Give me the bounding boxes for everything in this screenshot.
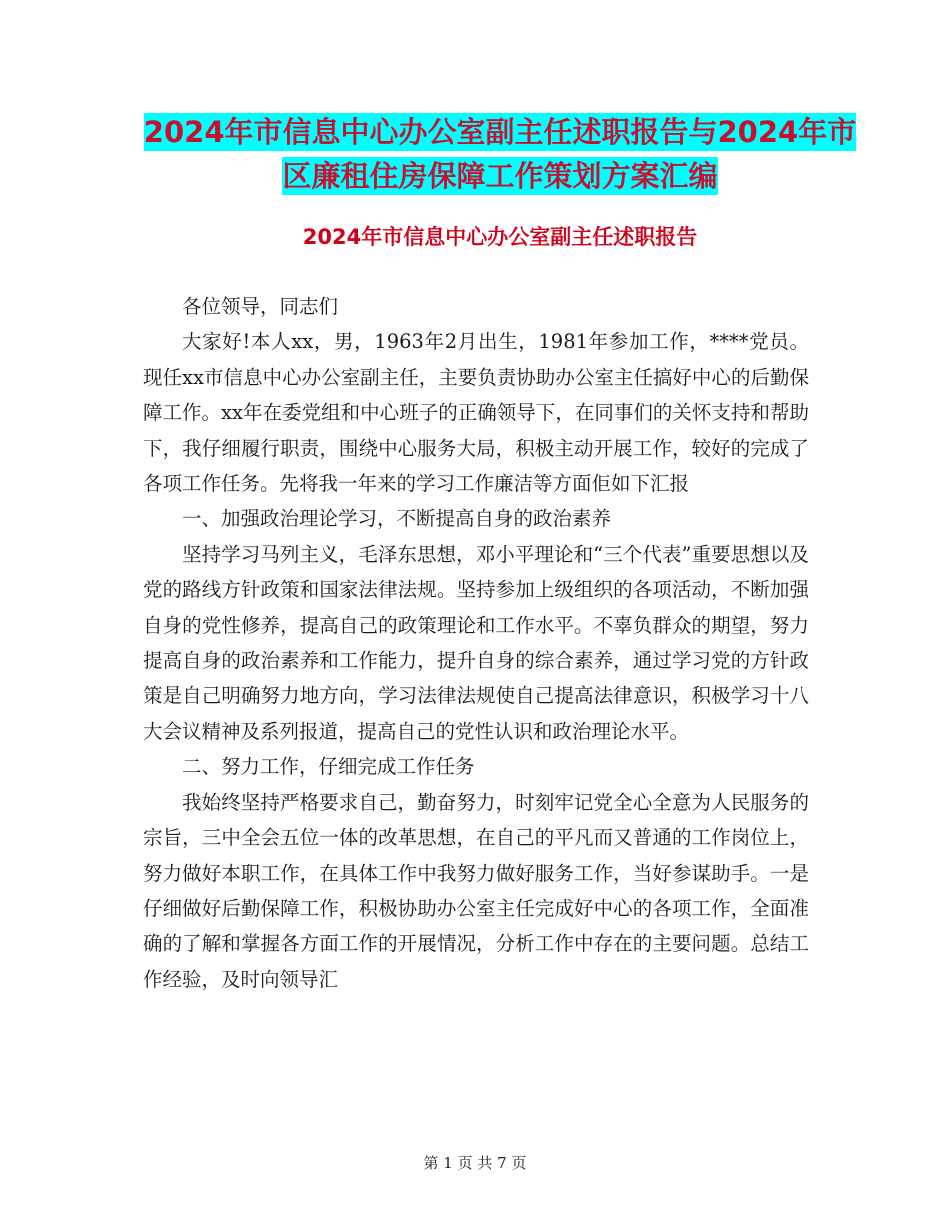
section-title: 2024年市信息中心办公室副主任述职报告: [302, 225, 698, 249]
study-paragraph: 坚持学习马列主义，毛泽东思想，邓小平理论和“三个代表”重要思想以及党的路线方针政策和国家法律法规。坚持参加上级组织的各项活动，不断加强自身的党性修养，提高自己的政策理论和工作水平。不辜负群众的期望，努力提高自身的政治素养和工作能力，提升自身的综合素养，通过学习党的方针政策是自己明确努力地方向，学习法律法规使自己提高法律意识，积极学习十八大会议精神及系列报道，提高自己的党性认识和政治理论水平。: [143, 542, 809, 743]
greeting-paragraph: 各位领导，同志们: [182, 295, 339, 318]
main-title: [140, 110, 860, 198]
page-footer: 第 1 页 共 7 页: [423, 1154, 527, 1172]
body-text: [143, 289, 809, 997]
intro-paragraph: 大家好!本人xx，男，1963年2月出生，1981年参加工作，****党员。现任xx市信息中心办公室副主任，主要负责协助办公室主任搞好中心的后勤保障工作。xx年在委党组和中心班子的正确领导下，在同事们的关怀支持和帮助下，我仔细履行职责，围绕中心服务大局，积极主动开展工作，较好的完成了各项工作任务。先将我一年来的学习工作廉洁等方面佢如下汇报: [143, 330, 809, 496]
main-title-line-1: 2024年市信息中心办公室副主任述职报告与2024年市: [143, 115, 857, 149]
heading-one: 一、加强政治理论学习，不断提高自身的政治素养: [182, 507, 612, 531]
work-paragraph: 我始终坚持严格要求自己，勤奋努力，时刻牢记党全心全意为人民服务的宗旨，三中全会五位一体的改革思想，在自己的平凡而又普通的工作岗位上，努力做好本职工作，在具体工作中我努力做好服务工作，当好参谋助手。一是仔细做好后勤保障工作，积极协助办公室主任完成好中心的各项工作，全面准确的了解和掌握各方面工作的开展情况，分析工作中存在的主要问题。总结工作经验，及时向领导汇: [143, 790, 809, 991]
main-title-line-2: 区廉租住房保障工作策划方案汇编: [282, 159, 718, 193]
heading-two: 二、努力工作，仔细完成工作任务: [182, 755, 475, 779]
